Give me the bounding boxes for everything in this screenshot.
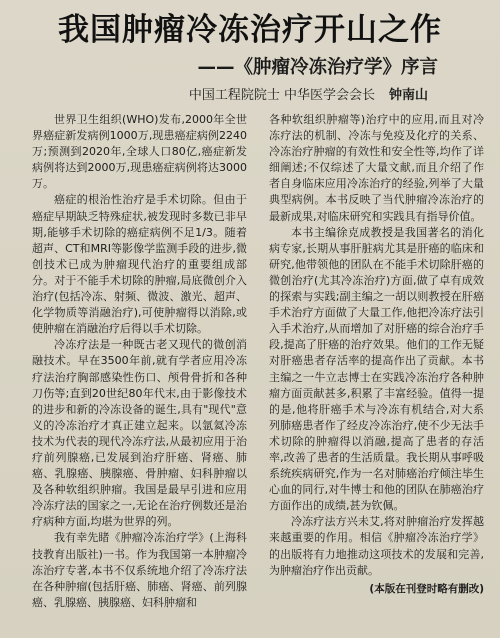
- article-subtitle: ——《肿瘤冷冻治疗学》序言: [197, 57, 438, 78]
- paragraph: 世界卫生组织(WHO)发布,2000年全世界癌症新发病例1000万,现患癌症病例2240万;预测到2020年,全球人口80亿,癌症新发病例将达到2000万,现患癌症病例将达3000万。: [32, 113, 247, 191]
- editor-note: (本版在刊登时略有删改): [369, 582, 484, 595]
- paragraph: 本书主编徐克成教授是我国著名的消化病专家,长期从事肝脏病尤其是肝癌的临床和研究,他带领他的团队在不能手术切除肝癌的微创治疗(尤其冷冻治疗)方面,做了卓有成效的探索与实践;副主编之一胡以则教授在肝癌手术治疗方面做了大量工作,他把冷冻疗法引入手术治疗,从而增加了对肝癌的综合治疗手段,提高了肝癌的治疗效果。他们的工作无疑对肝癌患者存活率的提高作出了贡献。本书主编之一牛立志博士在实践冷冻治疗各种肿瘤方面贡献甚多,积累了丰富经验。值得一提的是,他将肝癌手术与冷冻有机结合,对大系列肺癌患者作了经皮冷冻治疗,使不少无法手术切除的肿瘤得以消融,提高了患者的存活率,改善了患者的生活质量。我长期从事呼吸系统疾病研究,作为一名对肺癌治疗倾注毕生心血的同行,对牛博士和他的团队在肺癌治疗方面作出的成绩,甚为钦佩。: [269, 225, 484, 513]
- paragraph: 冷冻疗法是一种既古老又现代的微创消融技术。早在3500年前,就有学者应用冷冻疗法治疗胸部感染性伤口、颅骨骨折和各种刀伤等;直到20世纪80年代末,由于影像技术的进步和新的冷冻设备的诞生,具有"现代"意义的冷冻治疗才真正建立起来。以氩氦冷冻技术为代表的现代冷冻疗法,从最初应用于治疗前列腺癌,已发展到治疗肝癌、肾癌、肺癌、乳腺癌、胰腺癌、骨肿瘤、妇科肿瘤以及各种软组织肿瘤。我国是最早引进和应用冷冻疗法的国家之一,无论在治疗例数还是治疗病种方面,均堪为世界的列。: [32, 338, 247, 529]
- paragraph: 癌症的根治性治疗是手术切除。但由于癌症早期缺乏特殊症状,被发现时多数已非早期,能够手术切除的癌症病例不足1/3。随着超声、CT和MRI等影像学监测手段的进步,微创技术已成为肿瘤现代治疗的重要组成部分。对于不能手术切除的肿瘤,局底微创介入治疗(包括冷冻、射频、微波、激光、超声、化学物质等消融治疗),可使肿瘤得以消除,或使肿瘤在消融治疗后得以手术切除。: [32, 193, 247, 336]
- paragraph: 我有幸先睹《肿瘤冷冻治疗学》(上海科技教育出版社)一书。作为我国第一本肿瘤冷冻治疗专著,本书不仅系统地介绍了冷冻疗法在各种肿瘤(包括肝癌、肺癌、肾癌、前列腺癌、乳腺癌、胰腺癌、妇科肿瘤和: [32, 531, 247, 609]
- byline: [10, 86, 428, 106]
- paragraph: 各种软组织肿瘤等)治疗中的应用,而且对冷冻疗法的机制、冷冻与免疫及化疗的关系、冷冻治疗肿瘤的有效性和安全性等,均作了详细阐述;不仅综述了大量文献,而且介绍了作者自身临床应用冷冻治疗的经验,列举了大量典型病例。本书反映了当代肿瘤冷冻治疗的最新成果,对临床研究和实践具有指导价值。: [269, 113, 484, 223]
- paragraph: 冷冻疗法方兴未艾,将对肿瘤治疗发挥越来越重要的作用。相信《肿瘤冷冻治疗学》的出版将有力地推动这项技术的发展和完善,为肿瘤治疗作出贡献。: [269, 515, 484, 577]
- byline-affiliation: 中国工程院院士 中华医学会会长: [188, 88, 375, 103]
- byline-author: 钟南山: [388, 88, 428, 103]
- left-column: [32, 112, 247, 611]
- article-title: 我国肿瘤冷冻治疗开山之作: [58, 12, 442, 48]
- article-body: [10, 112, 490, 611]
- right-column: [269, 112, 484, 611]
